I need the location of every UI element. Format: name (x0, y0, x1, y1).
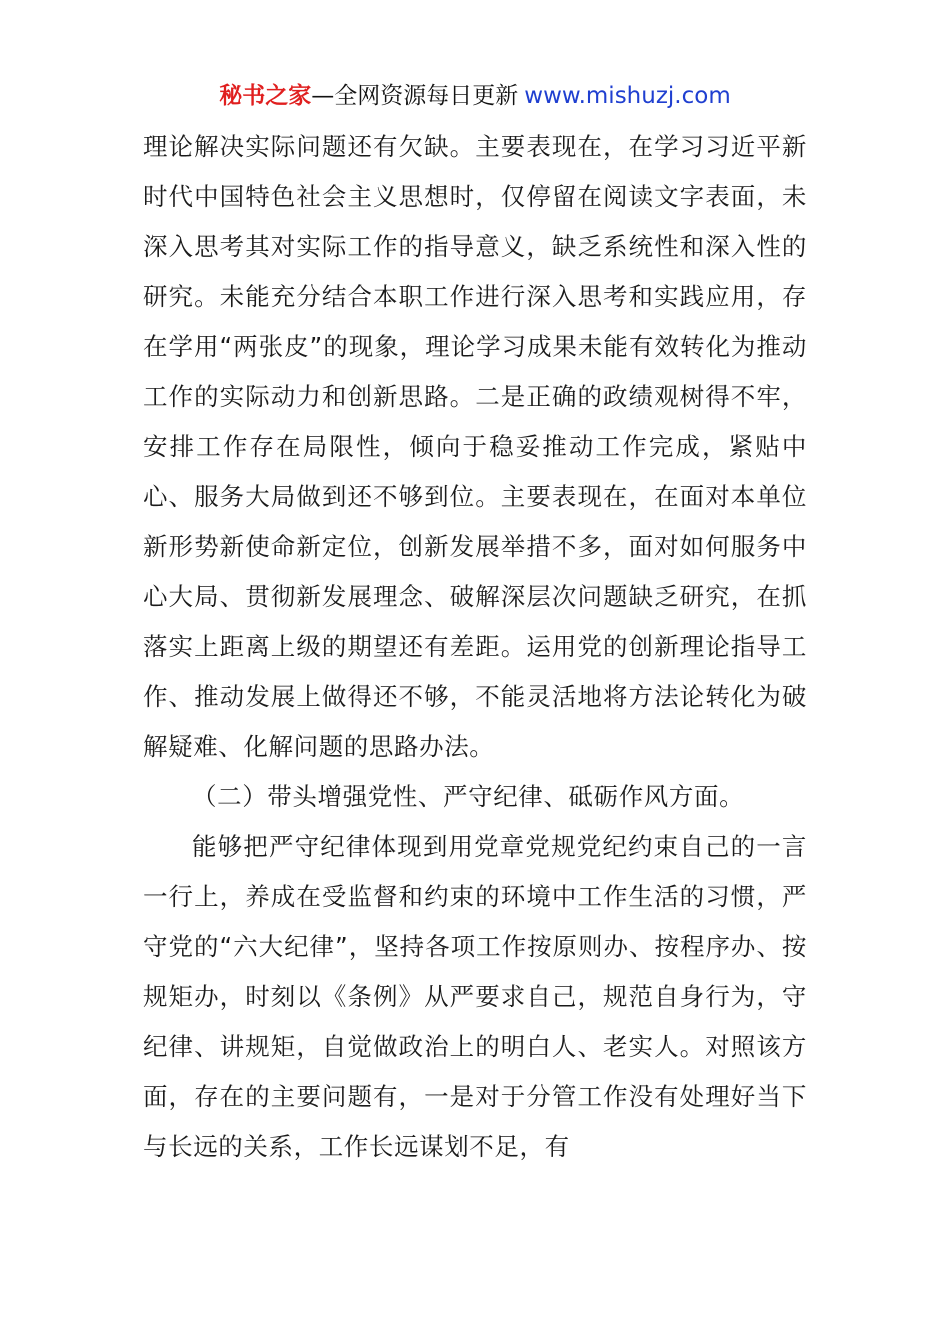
section-heading: （二）带头增强党性、严守纪律、砥砺作风方面。 (192, 782, 745, 811)
site-slogan: —全网资源每日更新 (311, 83, 519, 109)
site-header (0, 80, 950, 112)
paragraph-continued: 理论解决实际问题还有欠缺。主要表现在，在学习习近平新时代中国特色社会主义思想时，仅停留在阅读文字表面，未深入思考其对实际工作的指导意义，缺乏系统性和深入性的研究。未能充分结合本职工作进行深入思考和实践应用，存在学用“两张皮”的现象，理论学习成果未能有效转化为推动工作的实际动力和创新思路。二是正确的政绩观树得不牢，安排工作存在局限性，倾向于稳妥推动工作完成，紧贴中心、服务大局做到还不够到位。主要表现在，在面对本单位新形势新使命新定位，创新发展举措不多，面对如何服务中心大局、贯彻新发展理念、破解深层次问题缺乏研究，在抓落实上距离上级的期望还有差距。运用党的创新理论指导工作、推动发展上做得还不够，不能灵活地将方法论转化为破解疑难、化解问题的思路办法。 (143, 132, 807, 761)
site-url[interactable]: www.mishuzj.com (524, 83, 731, 109)
paragraph: 能够把严守纪律体现到用党章党规党纪约束自己的一言一行上，养成在受监督和约束的环境中工作生活的习惯，严守党的“六大纪律”，坚持各项工作按原则办、按程序办、按规矩办，时刻以《条例》从严要求自己，规范自身行为，守纪律、讲规矩，自觉做政治上的明白人、老实人。对照该方面，存在的主要问题有，一是对于分管工作没有处理好当下与长远的关系，工作长远谋划不足，有 (143, 832, 807, 1161)
document-body (143, 122, 807, 1172)
site-brand: 秘书之家 (219, 83, 312, 109)
